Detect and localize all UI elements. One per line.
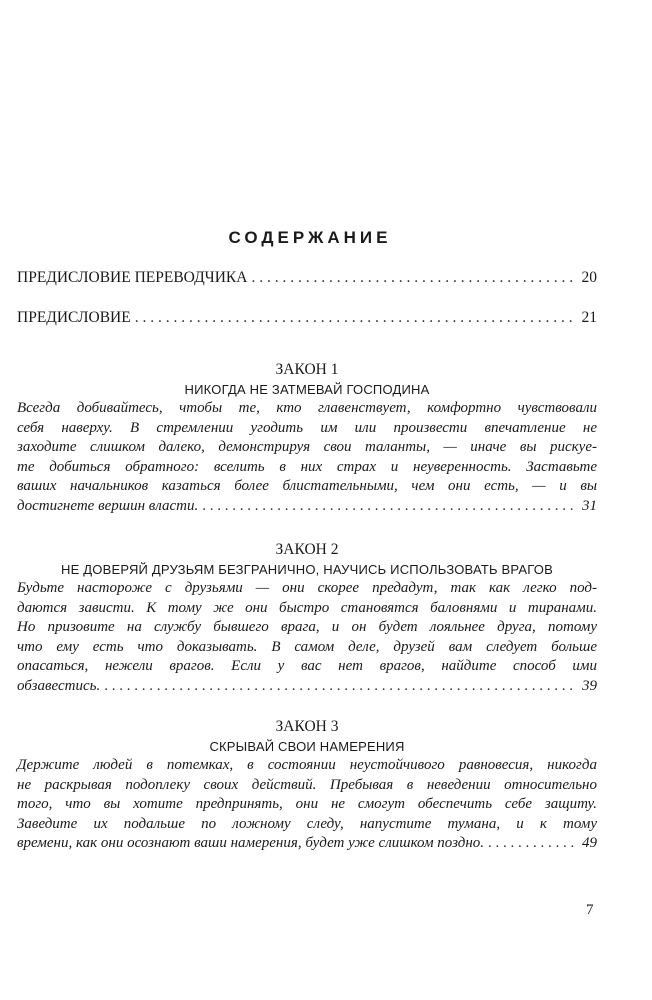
toc-entry-page: 20 [581,269,597,286]
law-1-entry[interactable] [17,360,597,517]
description-line: опасаться, нежели врагов. Если у вас нет врагов, найдите способ ими [17,658,597,675]
toc-entry-label: ПРЕДИСЛОВИЕ ПЕРЕВОДЧИКА [17,269,248,286]
law-title: НЕ ДОВЕРЯЙ ДРУЗЬЯМ БЕЗГРАНИЧНО, НАУЧИСЬ ИСПОЛЬЗОВАТЬ ВРАГОВ [61,562,553,577]
law-description [17,756,597,854]
contents-title: СОДЕРЖАНИЕ [228,228,392,247]
leader-dots [202,497,576,517]
description-last-line [17,677,597,697]
law-title: СКРЫВАЙ СВОИ НАМЕРЕНИЯ [209,739,405,754]
law-2-entry[interactable] [17,540,597,697]
law-3-entry[interactable] [17,717,597,854]
description-line: Но призовите на службу бывшего врага, и он будет лояльнее друга, потому [17,619,597,636]
description-line: себя наверху. В стремлении угодить им или произвести впечатление не [17,419,597,436]
law-page: 39 [582,677,597,694]
law-number: ЗАКОН 1 [275,361,339,378]
page-number: 7 [586,902,594,918]
description-line: Будьте настороже с друзьями — они скорее предадут, так как легко под- [17,580,597,596]
law-page: 49 [582,835,597,852]
description-line: те добиться обратного: вселить в них страх и неуверенность. Заставьте [17,458,597,475]
description-last-line [17,834,597,854]
law-description [17,399,597,517]
description-line: того, что вы хотите предпринять, они не смогут обеспечить себе защиту. [17,796,597,813]
law-page: 31 [582,497,597,514]
leader-dots [488,834,576,854]
description-line: Держите людей в потемках, в состоянии неустойчивого равновесия, никогда [17,757,597,773]
toc-entry-preface[interactable] [17,308,597,328]
leader-dots [104,677,576,697]
description-line: что ему есть что доказывать. В самом деле, друзей вам следует больше [17,638,597,655]
description-line: Заведите их подальше по ложному следу, напустите тумана, и к тому [17,815,597,832]
description-line: не раскрывая подоплеку своих действий. Пребывая в неведении относительно [17,776,597,793]
leader-dots [251,268,573,288]
description-line: достигнете вершин власти. [17,497,199,514]
description-line: обзавестись. [17,677,101,694]
description-last-line [17,497,597,517]
toc-entry-page: 21 [581,309,597,326]
law-number: ЗАКОН 3 [275,718,339,735]
law-title: НИКОГДА НЕ ЗАТМЕВАЙ ГОСПОДИНА [184,382,430,397]
description-line: времени, как они осознают ваши намерения, будет уже слишком поздно. [17,835,485,852]
description-line: заходите слишком далеко, демонстрируя свои таланты, — иначе вы рискуе- [17,439,597,456]
description-line: даются зависти. К тому же они быстро становятся баловнями и тиранами. [17,599,597,616]
description-line: ваших начальников казаться более блистательными, чем они есть, — и вы [17,478,597,495]
law-number: ЗАКОН 2 [275,541,339,558]
leader-dots [135,308,574,328]
law-description [17,579,597,697]
description-line: Всегда добивайтесь, чтобы те, кто главенствует, комфортно чувствовали [17,400,597,416]
toc-entry-label: ПРЕДИСЛОВИЕ [17,309,131,326]
toc-entry-translator-preface[interactable] [17,268,597,288]
